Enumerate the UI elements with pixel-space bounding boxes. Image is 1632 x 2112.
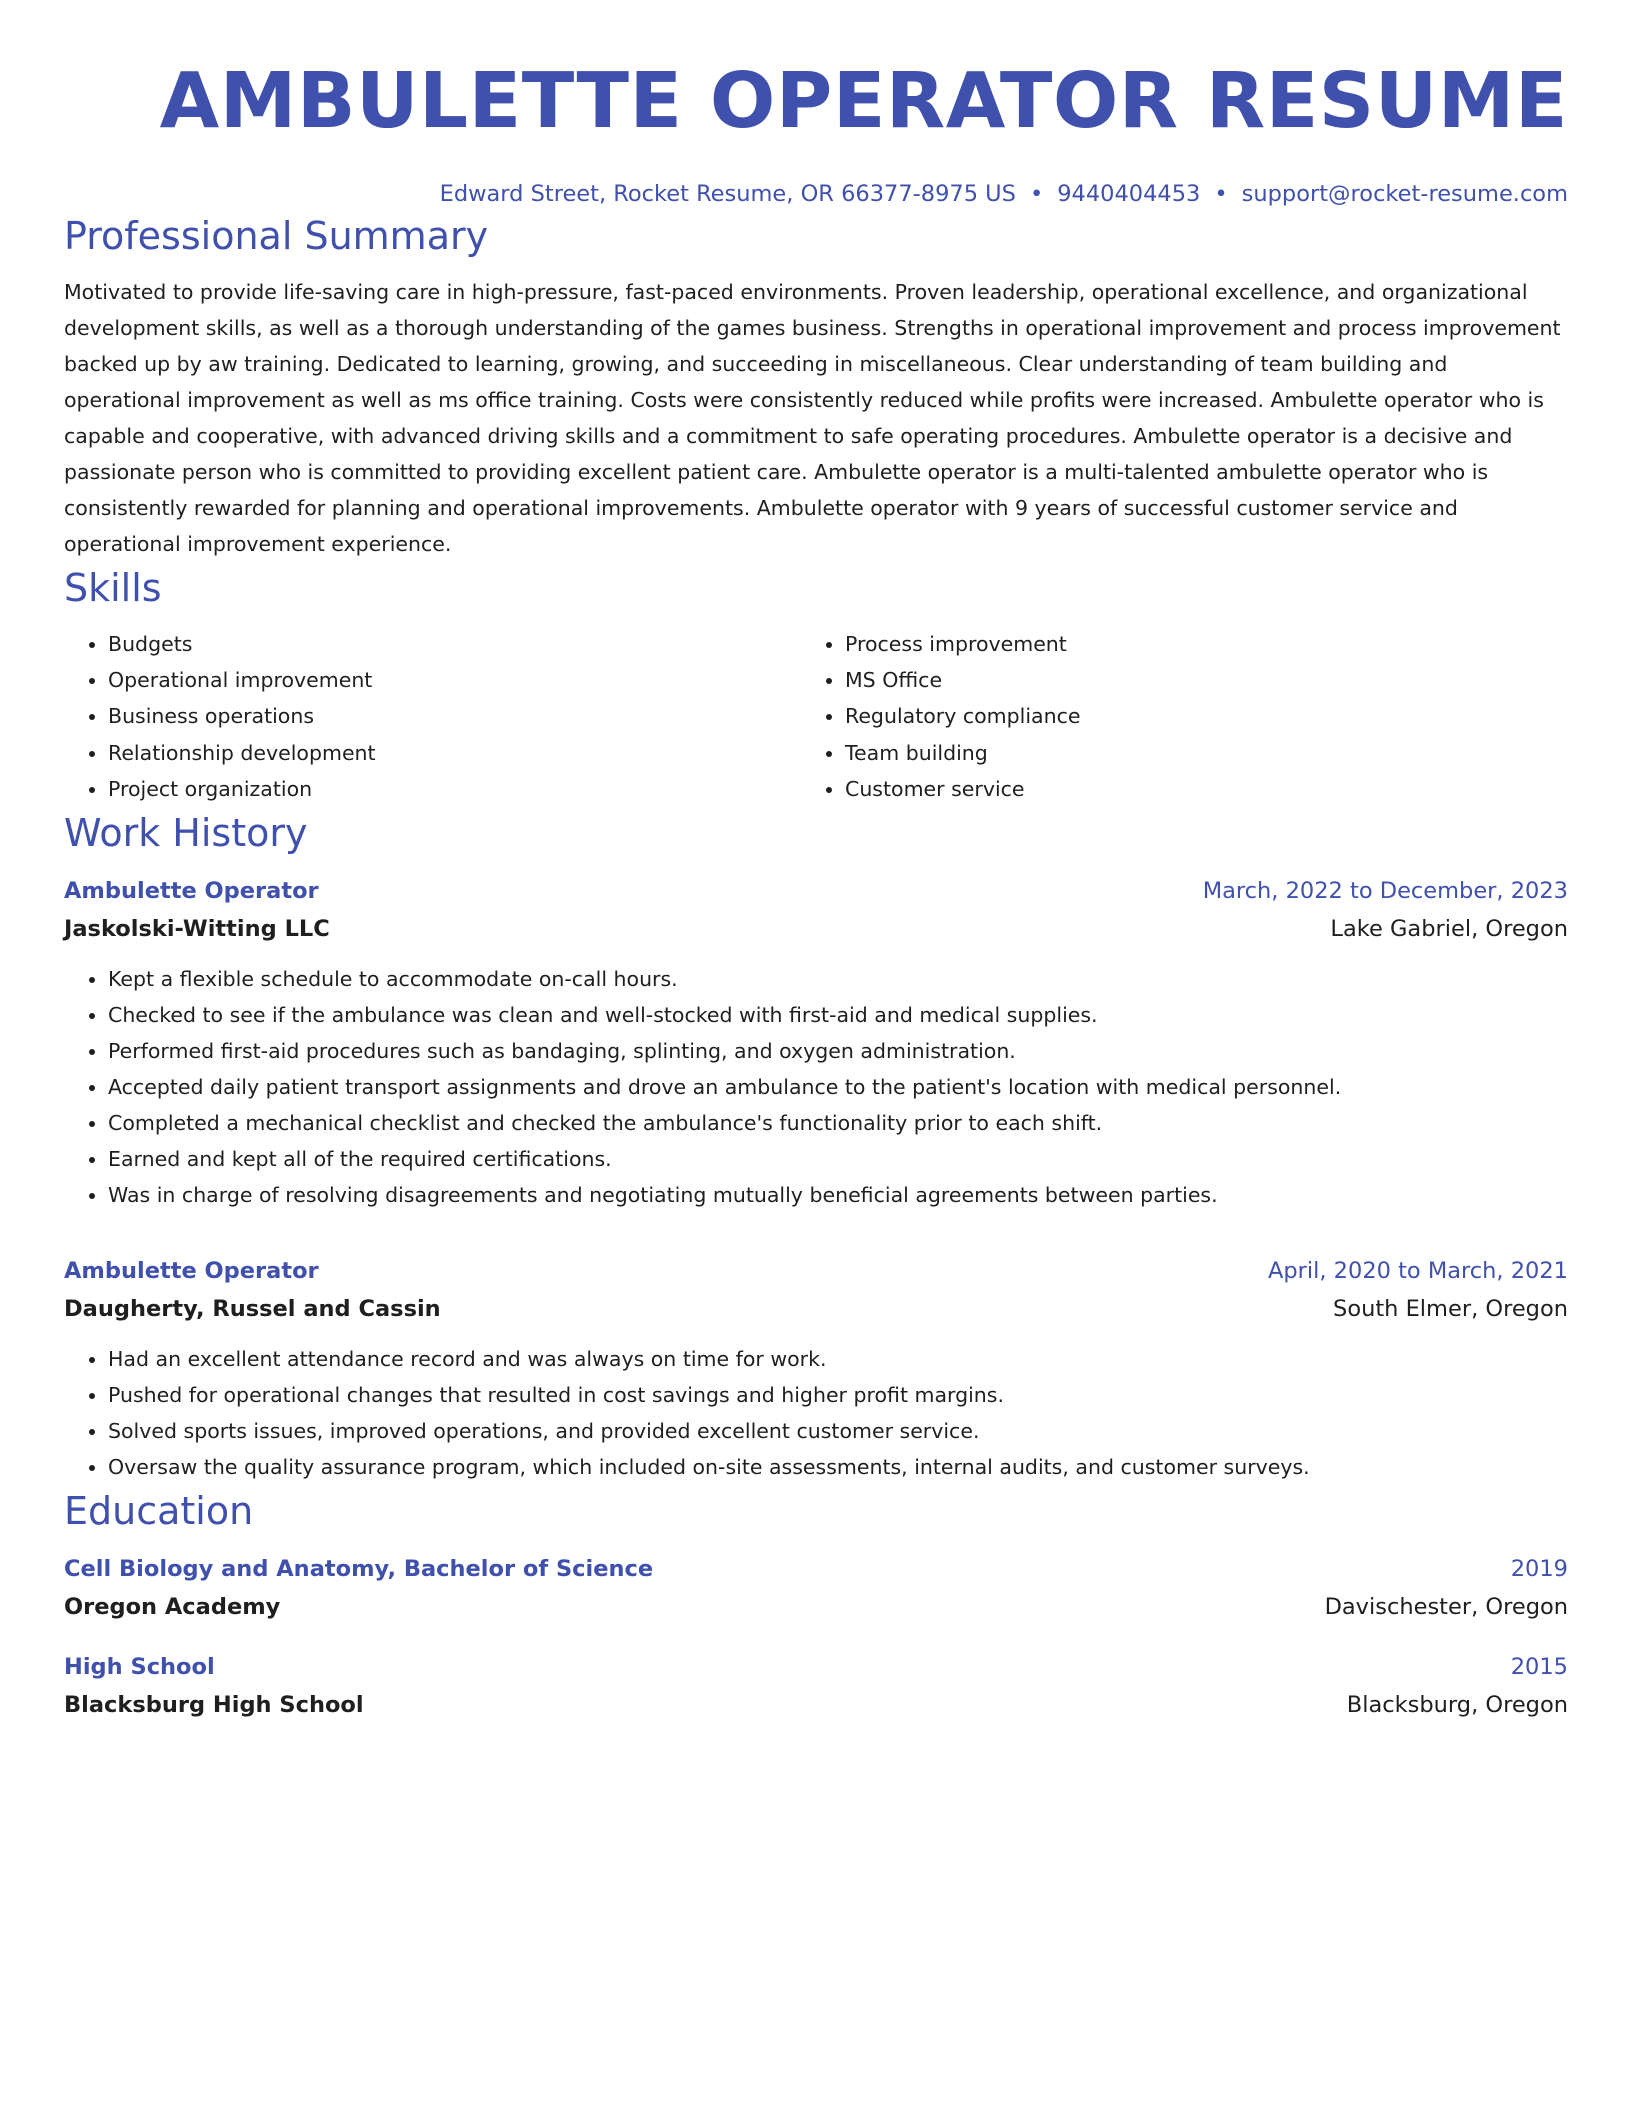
skills-column-left	[64, 626, 801, 807]
job-role: Ambulette Operator	[64, 1258, 319, 1285]
job-bullet: • Solved sports issues, improved operations, and provided excellent customer service.	[108, 1413, 1568, 1449]
job-entry	[64, 875, 1568, 1213]
job-dates: March, 2022 to December, 2023	[1202, 878, 1568, 905]
education-school: Blacksburg High School	[64, 1692, 364, 1719]
job-bullet: • Performed first-aid procedures such as bandaging, splinting, and oxygen administration.	[108, 1033, 1568, 1069]
skill-item: • Process improvement	[845, 626, 1538, 662]
contact-separator: •	[1214, 181, 1228, 207]
contact-email: support@rocket-resume.com	[1241, 181, 1568, 207]
skill-item: • Budgets	[108, 626, 801, 662]
skill-item: • Relationship development	[108, 735, 801, 771]
education-degree: High School	[64, 1654, 215, 1681]
education-location: Blacksburg, Oregon	[1346, 1692, 1568, 1719]
job-bullet: • Checked to see if the ambulance was clean and well-stocked with first-aid and medical supplies.	[108, 997, 1568, 1033]
job-bullet: • Had an excellent attendance record and was always on time for work.	[108, 1341, 1568, 1377]
job-location: South Elmer, Oregon	[1333, 1296, 1568, 1323]
job-role: Ambulette Operator	[64, 878, 319, 905]
education-year: 2019	[1510, 1556, 1568, 1583]
skills-column-right	[801, 626, 1538, 807]
work-history-heading: Work History	[64, 811, 308, 856]
skills-heading: Skills	[64, 566, 162, 610]
skill-item: • MS Office	[845, 662, 1538, 698]
job-bullet: • Accepted daily patient transport assignments and drove an ambulance to the patient's location with medical personnel.	[108, 1069, 1568, 1105]
job-company: Daugherty, Russel and Cassin	[64, 1296, 441, 1323]
skill-item: • Operational improvement	[108, 662, 801, 698]
contact-line	[64, 178, 1568, 210]
job-bullet: • Was in charge of resolving disagreements and negotiating mutually beneficial agreements between parties.	[108, 1177, 1568, 1213]
job-bullet: • Pushed for operational changes that resulted in cost savings and higher profit margins.	[108, 1377, 1568, 1413]
education-entry	[64, 1651, 1568, 1721]
job-company: Jaskolski-Witting LLC	[64, 916, 330, 943]
summary-heading: Professional Summary	[64, 214, 489, 258]
skill-item: • Project organization	[108, 771, 801, 807]
job-entry	[64, 1255, 1568, 1485]
skill-item: • Customer service	[845, 771, 1538, 807]
skill-item: • Team building	[845, 735, 1538, 771]
job-dates: April, 2020 to March, 2021	[1267, 1258, 1568, 1285]
education-degree: Cell Biology and Anatomy, Bachelor of Science	[64, 1556, 654, 1583]
contact-address: Edward Street, Rocket Resume, OR 66377-8975 US	[439, 181, 1016, 207]
education-year: 2015	[1510, 1654, 1568, 1681]
skills-list	[64, 626, 1568, 807]
summary-text: Motivated to provide life-saving care in high-pressure, fast-paced environments. Proven leadership, operational excellence, and organizational development skills, as well as a thorough understanding of the games business. Strengths in operational improvement and process improvement backed up by aw training. Dedicated to learning, growing, and succeeding in miscellaneous. Clear understanding of team building and operational improvement as well as ms office training. Costs were consistently reduced while profits were increased. Ambulette operator who is capable and cooperative, with advanced driving skills and a commitment to safe operating procedures. Ambulette operator is a decisive and passionate person who is committed to providing excellent patient care. Ambulette operator is a multi-talented ambulette operator who is consistently rewarded for planning and operational improvements. Ambulette operator with 9 years of successful customer service and operational improvement experience.	[64, 280, 1561, 556]
skill-item: • Regulatory compliance	[845, 698, 1538, 734]
education-heading: Education	[64, 1489, 254, 1534]
skill-item: • Business operations	[108, 698, 801, 734]
job-bullet: • Earned and kept all of the required certifications.	[108, 1141, 1568, 1177]
education-entry	[64, 1553, 1568, 1623]
contact-separator: •	[1029, 181, 1044, 207]
job-bullet: • Completed a mechanical checklist and checked the ambulance's functionality prior to each shift.	[108, 1105, 1568, 1141]
education-location: Davischester, Oregon	[1324, 1594, 1568, 1621]
resume-title: AMBULETTE OPERATOR RESUME	[159, 57, 1568, 146]
education-school: Oregon Academy	[64, 1594, 281, 1621]
job-bullets	[64, 1341, 1568, 1485]
job-bullets	[64, 961, 1568, 1213]
job-bullet: • Oversaw the quality assurance program, which included on-site assessments, internal audits, and customer surveys.	[108, 1449, 1568, 1485]
job-bullet: • Kept a flexible schedule to accommodate on-call hours.	[108, 961, 1568, 997]
job-location: Lake Gabriel, Oregon	[1330, 916, 1568, 943]
contact-phone: 9440404453	[1057, 181, 1201, 207]
